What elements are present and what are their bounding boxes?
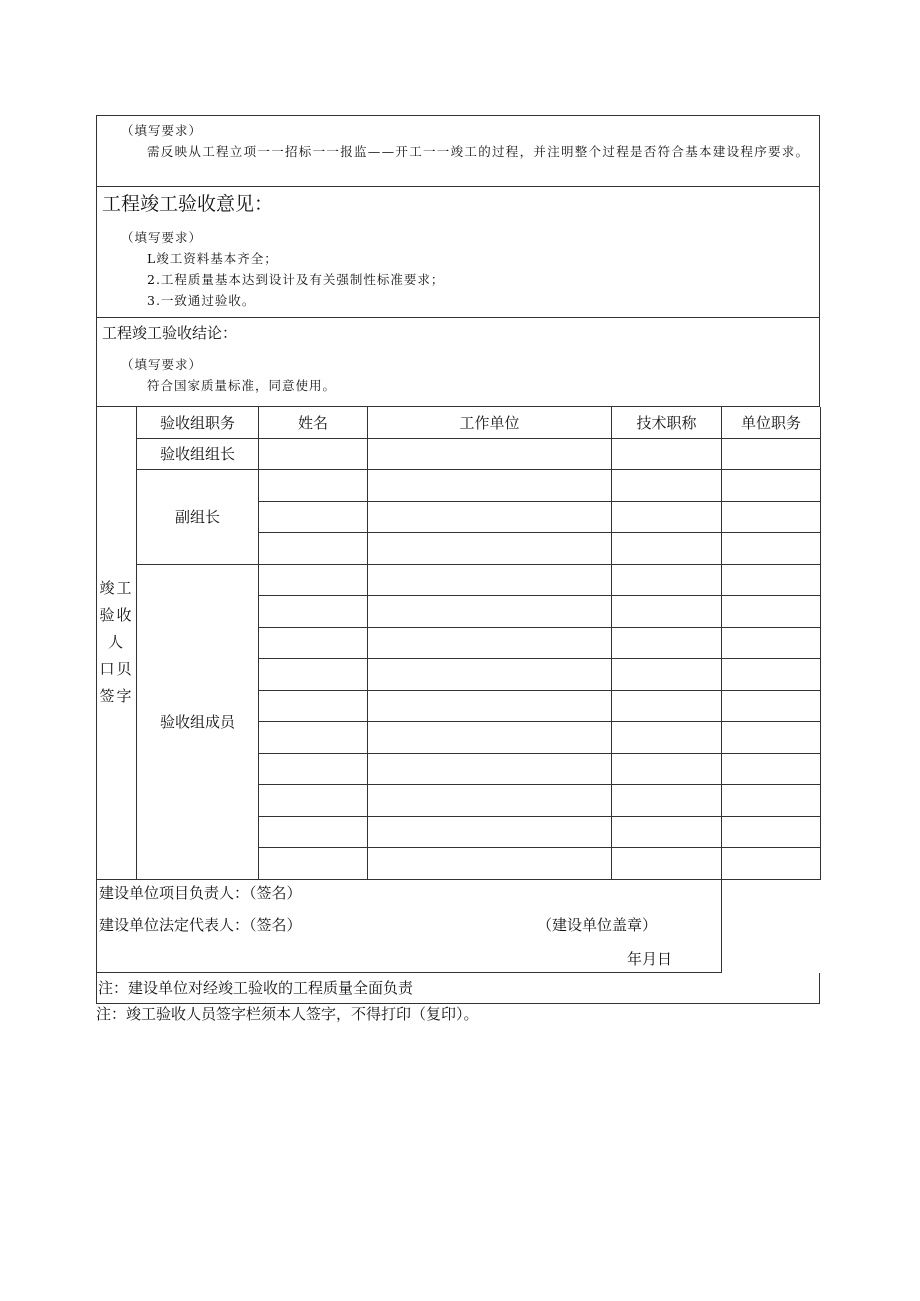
position-cell[interactable] (722, 785, 821, 817)
leader-row (97, 438, 821, 470)
opinion-item: 2.工程质量基本达到设计及有关强制性标准要求； (147, 272, 445, 287)
title-cell[interactable] (612, 848, 722, 880)
position-cell[interactable] (722, 722, 821, 754)
unit-cell[interactable] (368, 816, 612, 848)
name-cell[interactable] (259, 753, 368, 785)
signature-cell (97, 879, 722, 972)
title-cell[interactable] (612, 470, 722, 502)
date-label: 年月日 (627, 949, 673, 968)
title-cell[interactable] (612, 438, 722, 470)
acceptance-form (96, 115, 820, 1026)
process-req-label: （填写要求） (121, 123, 203, 138)
signature-table (96, 407, 821, 973)
name-cell[interactable] (259, 596, 368, 628)
name-cell[interactable] (259, 627, 368, 659)
position-cell[interactable] (722, 438, 821, 470)
name-cell[interactable] (259, 438, 368, 470)
title-cell[interactable] (612, 533, 722, 565)
header-row (97, 407, 821, 438)
name-cell[interactable] (259, 564, 368, 596)
unit-cell[interactable] (368, 564, 612, 596)
member-label: 验收组成员 (137, 564, 259, 879)
header-cell: 工作单位 (368, 407, 612, 438)
name-cell[interactable] (259, 501, 368, 533)
title-cell[interactable] (612, 596, 722, 628)
name-cell[interactable] (259, 470, 368, 502)
unit-cell[interactable] (368, 690, 612, 722)
process-req-text: 需反映从工程立项一一招标一一报监——开工一一竣工的过程，并注明整个过程是否符合基本建设程序要求。 (147, 144, 810, 159)
unit-cell[interactable] (368, 722, 612, 754)
process-section (97, 116, 819, 187)
name-cell[interactable] (259, 690, 368, 722)
opinion-item: L竣工资料基本齐全； (147, 251, 278, 266)
name-cell[interactable] (259, 533, 368, 565)
title-cell[interactable] (612, 816, 722, 848)
title-cell[interactable] (612, 722, 722, 754)
header-cell: 验收组职务 (137, 407, 259, 438)
member-row (97, 564, 821, 596)
seal-label: （建设单位盖章） (537, 915, 658, 934)
unit-cell[interactable] (368, 848, 612, 880)
opinion-req-label: （填写要求） (121, 230, 203, 245)
title-cell[interactable] (612, 753, 722, 785)
unit-cell[interactable] (368, 438, 612, 470)
name-cell[interactable] (259, 659, 368, 691)
position-cell[interactable] (722, 848, 821, 880)
unit-cell[interactable] (368, 659, 612, 691)
header-cell: 技术职称 (612, 407, 722, 438)
name-cell[interactable] (259, 785, 368, 817)
deputy-row (97, 470, 821, 502)
conclusion-text: 符合国家质量标准，同意使用。 (147, 378, 337, 393)
side-label: 竣工 验收 人 口贝 签字 (97, 407, 137, 879)
unit-cell[interactable] (368, 501, 612, 533)
unit-cell[interactable] (368, 627, 612, 659)
position-cell[interactable] (722, 564, 821, 596)
name-cell[interactable] (259, 848, 368, 880)
unit-cell[interactable] (368, 470, 612, 502)
conclusion-title: 工程竣工验收结论： (102, 324, 238, 342)
position-cell[interactable] (722, 627, 821, 659)
unit-cell[interactable] (368, 596, 612, 628)
unit-cell[interactable] (368, 753, 612, 785)
position-cell[interactable] (722, 690, 821, 722)
name-cell[interactable] (259, 816, 368, 848)
title-cell[interactable] (612, 785, 722, 817)
position-cell[interactable] (722, 753, 821, 785)
title-cell[interactable] (612, 690, 722, 722)
header-cell: 单位职务 (722, 407, 821, 438)
leader-label: 验收组组长 (137, 438, 259, 470)
unit-cell[interactable] (368, 785, 612, 817)
legal-rep-signature[interactable]: 建设单位法定代表人：（签名） (99, 915, 302, 934)
title-cell[interactable] (612, 564, 722, 596)
signature-row (97, 879, 821, 972)
title-cell[interactable] (612, 501, 722, 533)
opinion-section (97, 187, 819, 318)
deputy-label: 副组长 (137, 470, 259, 565)
name-cell[interactable] (259, 722, 368, 754)
project-lead-signature[interactable]: 建设单位项目负责人：（签名） (99, 883, 302, 902)
position-cell[interactable] (722, 816, 821, 848)
title-cell[interactable] (612, 627, 722, 659)
conclusion-req-label: （填写要求） (121, 357, 203, 372)
inside-note: 注：建设单位对经竣工验收的工程质量全面负责 (96, 973, 820, 1004)
conclusion-section (97, 318, 819, 407)
position-cell[interactable] (722, 470, 821, 502)
position-cell[interactable] (722, 596, 821, 628)
unit-cell[interactable] (368, 533, 612, 565)
position-cell[interactable] (722, 501, 821, 533)
outside-note: 注：竣工验收人员签字栏须本人签字，不得打印（复印）。 (96, 1004, 479, 1023)
opinion-title: 工程竣工验收意见： (102, 193, 274, 215)
form-box (96, 115, 820, 407)
position-cell[interactable] (722, 659, 821, 691)
position-cell[interactable] (722, 533, 821, 565)
title-cell[interactable] (612, 659, 722, 691)
header-cell: 姓名 (259, 407, 368, 438)
opinion-item: 3.一致通过验收。 (147, 293, 256, 308)
